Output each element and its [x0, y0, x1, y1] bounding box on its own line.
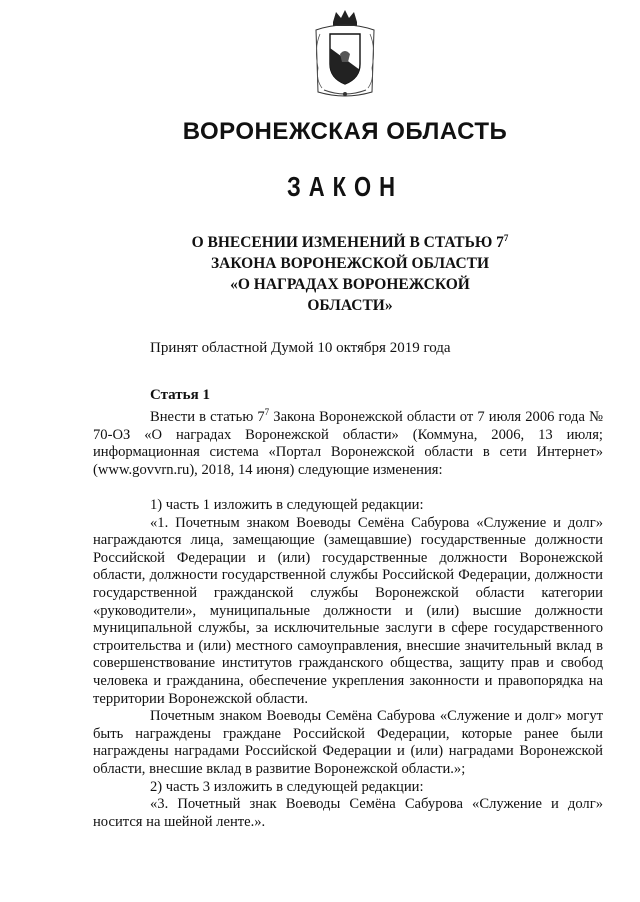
- article-title: Статья 1: [150, 387, 210, 403]
- law-heading-superscript: 7: [503, 233, 509, 243]
- adoption-date-line: Принят областной Думой 10 октября 2019 года: [150, 340, 451, 356]
- law-heading-line-1: [150, 232, 550, 253]
- region-title: ВОРОНЕЖСКАЯ ОБЛАСТЬ: [182, 118, 508, 145]
- article-intro-superscript: 7: [264, 407, 270, 417]
- law-heading-line-2: ЗАКОНА ВОРОНЕЖСКОЙ ОБЛАСТИ: [210, 255, 490, 272]
- law-heading-line-4: ОБЛАСТИ»: [307, 297, 393, 314]
- article-paragraph-4: 2) часть 3 изложить в следующей редакции:: [150, 778, 424, 795]
- article-intro-paragraph: [93, 409, 603, 479]
- article-paragraph-3: Почетным знаком Воеводы Семёна Сабурова «Служение и долг» могут быть награждены граждане Российской Федерации, которые ранее были награждены наградами Российской Федерации и (или) наградами Воронежской области, внесшие вклад в развитие Воронежской области.»;: [93, 708, 603, 777]
- law-heading-line-1-text: О ВНЕСЕНИИ ИЗМЕНЕНИЙ В СТАТЬЮ 7: [191, 234, 504, 251]
- article-intro-text-a: Внести в статью 7: [150, 409, 265, 425]
- law-heading-line-3: «О НАГРАДАХ ВОРОНЕЖСКОЙ: [230, 276, 470, 293]
- article-paragraph-5: «3. Почетный знак Воеводы Семёна Сабурова «Служение и долг» носится на шейной ленте.».: [93, 796, 603, 830]
- article-paragraph-1: 1) часть 1 изложить в следующей редакции:: [150, 497, 424, 513]
- article-intro-text-b: Закона Воронежской области от 7 июля 2006 года № 70-ОЗ «О наградах Воронежской области» (Коммуна, 2006, 13 июля; информационная система «Портал Воронежской области в сети Интернет» (www.govvrn.ru), 2018, 14 июня) следующие изменения:: [93, 409, 603, 478]
- voronezh-coat-of-arms-icon: [306, 8, 384, 100]
- law-heading: [150, 232, 550, 316]
- article-intro: [93, 409, 603, 479]
- article-body: [93, 497, 603, 831]
- article-paragraph-2: «1. Почетным знаком Воеводы Семёна Сабурова «Служение и долг» награждаются лица, замещающие (замещавшие) государственные должности Российской Федерации и (или) государственные должности Воронежской области, должности государственной службы Российской Федерации, должности государственной гражданской службы Воронежской области категории «руководители», муниципальные должности и (или) высшие должности муниципальной службы, за исключительные заслуги в сфере государственного строительства и (или) местного самоуправления, внесшие значительный вклад в совершенствование институтов гражданского общества, защиту прав и свобод человека и гражданина, обеспечение укрепления законности и правопорядка на территории Воронежской области.: [93, 514, 603, 707]
- document-type-title: ЗАКОН: [286, 170, 404, 202]
